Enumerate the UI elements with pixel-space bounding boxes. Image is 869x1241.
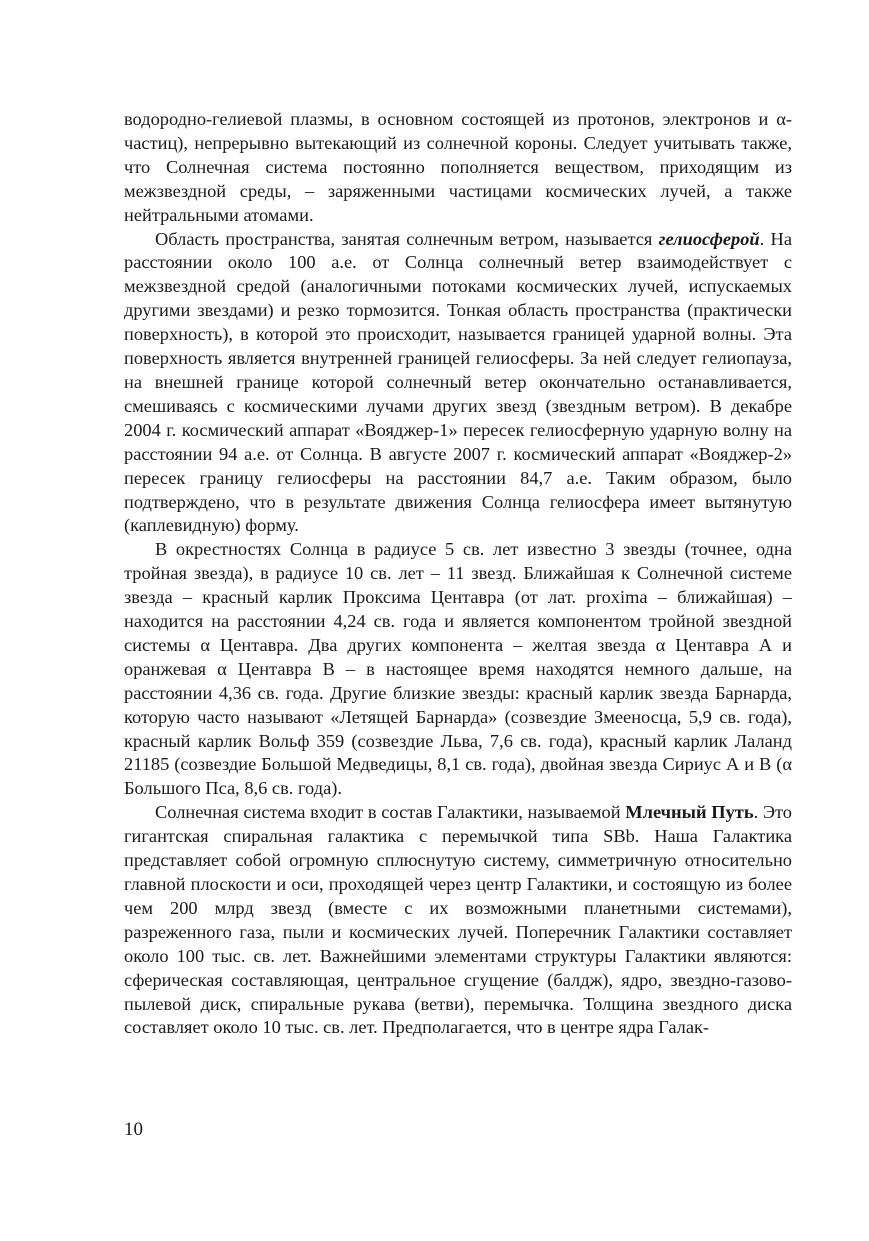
paragraph-4 [124, 801, 792, 1040]
paragraph-3 [124, 538, 792, 801]
paragraph-4-text-start: Солнечная система входит в состав Галактики, называемой [155, 802, 626, 823]
page-number: 10 [124, 1119, 143, 1140]
page-body [124, 108, 792, 1040]
paragraph-1 [124, 108, 792, 228]
paragraph-2-text-rest: . На расстоянии около 100 а.е. от Солнца солнечный ветер взаимодействует с межзвездной средой (аналогичными потоками космических лучей, испускаемых другими звездами) и резко тормозится. Тонкая область пространства (практически поверхность), в которой это происходит, называется границей ударной волны. Эта поверхность является внутренней границей гелиосферы. За ней следует гелиопауза, на внешней границе которой солнечный ветер окончательно останавливается, смешиваясь с космическими лучами других звезд (звездным ветром). В декабре 2004 г. космический аппарат «Вояджер-1» пересек гелиосферную ударную волну на расстоянии 94 а.е. от Солнца. В августе 2007 г. космический аппарат «Вояджер-2» пересек границу гелиосферы на расстоянии 84,7 а.е. Таким образом, было подтверждено, что в результате движения Солнца гелиосфера имеет вытянутую (каплевидную) форму. [124, 228, 793, 536]
paragraph-1-text: водородно-гелиевой плазмы, в основном состоящей из протонов, электронов и α-частиц), непрерывно вытекающий из солнечной короны. Следует учитывать также, что Солнечная система постоянно пополняется веществом, приходящим из межзвездной среды, – заряженными частицами космических лучей, а также нейтральными атомами. [124, 109, 792, 225]
paragraph-2-text-start: Область пространства, занятая солнечным ветром, называется [155, 228, 659, 249]
term-milky-way: Млечный Путь [625, 802, 754, 823]
term-heliosphere: гелиосферой [658, 228, 760, 249]
paragraph-2 [124, 228, 792, 539]
paragraph-4-text-rest: . Это гигантская спиральная галактика с перемычкой типа SBb. Наша Галактика представляет собой огромную сплюснутую систему, симметричную относительно главной плоскости и оси, проходящей через центр Галактики, и состоящую из более чем 200 млрд звезд (вместе с их возможными планетными системами), разреженного газа, пыли и космических лучей. Поперечник Галактики составляет около 100 тыс. св. лет. Важнейшими элементами структуры Галактики являются: сферическая составляющая, центральное сгущение (балдж), ядро, звездно-газово-пылевой диск, спиральные рукава (ветви), перемычка. Толщина звездного диска составляет около 10 тыс. св. лет. Предполагается, что в центре ядра Галак- [124, 802, 792, 1038]
paragraph-3-text: В окрестностях Солнца в радиусе 5 св. лет известно 3 звезды (точнее, одна тройная звезда), в радиусе 10 св. лет – 11 звезд. Ближайшая к Солнечной системе звезда – красный карлик Проксима Центавра (от лат. proxima – ближайшая) – находится на расстоянии 4,24 св. года и является компонентом тройной звездной системы α Центавра. Два других компонента – желтая звезда α Центавра А и оранжевая α Центавра В – в настоящее время находятся немного дальше, на расстоянии 4,36 св. года. Другие близкие звезды: красный карлик звезда Барнарда, которую часто называют «Летящей Барнарда» (созвездие Змееносца, 5,9 св. года), красный карлик Вольф 359 (созвездие Льва, 7,6 св. года), красный карлик Лаланд 21185 (созвездие Большой Медведицы, 8,1 св. года), двойная звезда Сириус А и В (α Большого Пса, 8,6 св. года). [124, 539, 792, 799]
